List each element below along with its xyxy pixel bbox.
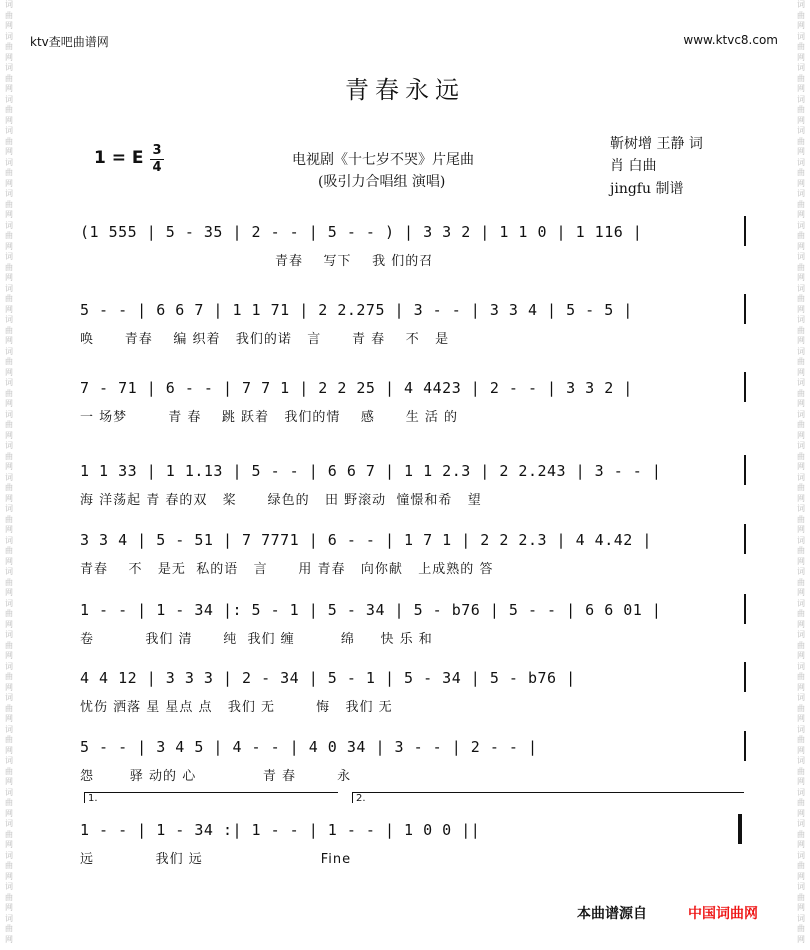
notation-line: 4 4 12 | 3 3 3 | 2 - 34 | 5 - 1 | 5 - 34 | 5 - b76 | (80, 669, 576, 687)
lyric-line: 海 洋荡起 青 春的双 桨 绿色的 田 野滚动 憧憬和希 望 (80, 493, 482, 508)
lyric-line: 怨 驿 动的 心 青 春 永 (80, 769, 352, 784)
notation-line: 1 - - | 1 - 34 :| 1 - - | 1 - - | 1 0 0 || (80, 821, 481, 839)
notation-line: 3 3 4 | 5 - 51 | 7 7771 | 6 - - | 1 7 1 | 2 2 2.3 | 4 4.42 | (80, 531, 652, 549)
score-row (80, 598, 744, 670)
source-line-2: (吸引力合唱组 演唱) (318, 174, 446, 190)
composer-credit: 肖 白曲 (610, 158, 657, 174)
lyric-line: 一 场梦 青 春 跳 跃着 我们的情 感 生 活 的 (80, 410, 458, 425)
right-watermark-strip: 词曲网词曲网词曲网词曲网词曲网词曲网词曲网词曲网词曲网词曲网词曲网词曲网词曲网词曲网词曲网词曲网词曲网词曲网词曲网词曲网词曲网词曲网词曲网词曲网词曲网词曲网词曲网词曲网词曲网词曲网 (797, 0, 805, 944)
lyric-line: 卷 我们 清 纯 我们 缠 绵 快 乐 和 (80, 632, 433, 647)
footer-source-label: 本曲谱源自 (577, 906, 647, 922)
score-row (80, 666, 744, 738)
notation-line: 1 1 33 | 1 1.13 | 5 - - | 6 6 7 | 1 1 2.3 | 2 2.243 | 3 - - | (80, 462, 662, 480)
notation-line: 1 - - | 1 - 34 |: 5 - 1 | 5 - 34 | 5 - b76 | 5 - - | 6 6 01 | (80, 601, 662, 619)
arranger-credit: jingfu 制谱 (610, 181, 684, 197)
volta-first-ending: 1. (84, 792, 338, 803)
volta-second-ending: 2. (352, 792, 744, 803)
notation-line: (1 555 | 5 - 35 | 2 - - | 5 - - ) | 3 3 2 | 1 1 0 | 1 116 | (80, 223, 643, 241)
time-signature (150, 144, 164, 175)
notation-line: 5 - - | 3 4 5 | 4 - - | 4 0 34 | 3 - - | 2 - - | (80, 738, 538, 756)
notation-line: 5 - - | 6 6 7 | 1 1 71 | 2 2.275 | 3 - - | 3 3 4 | 5 - 5 | (80, 301, 633, 319)
time-signature-top: 3 (152, 143, 162, 158)
score-row (80, 528, 744, 600)
song-title: 青春永远 (345, 76, 465, 104)
score-row (80, 220, 744, 292)
lyric-line: 青春 不 是无 私的语 言 用 青春 向你献 上成熟的 答 (80, 562, 494, 577)
key-signature: 1 = E (94, 148, 144, 168)
source-line-1: 电视剧《十七岁不哭》片尾曲 (292, 152, 474, 168)
lyric-line: 青春 写下 我 们的召 (80, 254, 434, 269)
score-row (80, 298, 744, 370)
footer-site-name: 中国词曲网 (688, 906, 758, 922)
score-row (80, 459, 744, 531)
score-row (80, 818, 744, 890)
lyric-line: 远 我们 远 Fine (80, 852, 352, 867)
watermark-top-right: www.ktvc8.com (683, 33, 778, 47)
notation-line: 7 - 71 | 6 - - | 7 7 1 | 2 2 25 | 4 4423 | 2 - - | 3 3 2 | (80, 379, 633, 397)
final-barline (738, 814, 742, 844)
score-row (80, 376, 744, 448)
lyric-line: 忧伤 洒落 星 星点 点 我们 无 悔 我们 无 (80, 700, 393, 715)
left-watermark-strip: 词曲网词曲网词曲网词曲网词曲网词曲网词曲网词曲网词曲网词曲网词曲网词曲网词曲网词曲网词曲网词曲网词曲网词曲网词曲网词曲网词曲网词曲网词曲网词曲网词曲网词曲网词曲网词曲网词曲网词曲网 (5, 0, 13, 944)
watermark-top-left: ktv查吧曲谱网 (30, 35, 109, 49)
time-signature-bottom: 4 (152, 160, 162, 175)
lyric-line: 唤 青春 编 织着 我们的诺 言 青 春 不 是 (80, 332, 450, 347)
lyricist-credit: 靳树增 王静 词 (610, 136, 703, 152)
